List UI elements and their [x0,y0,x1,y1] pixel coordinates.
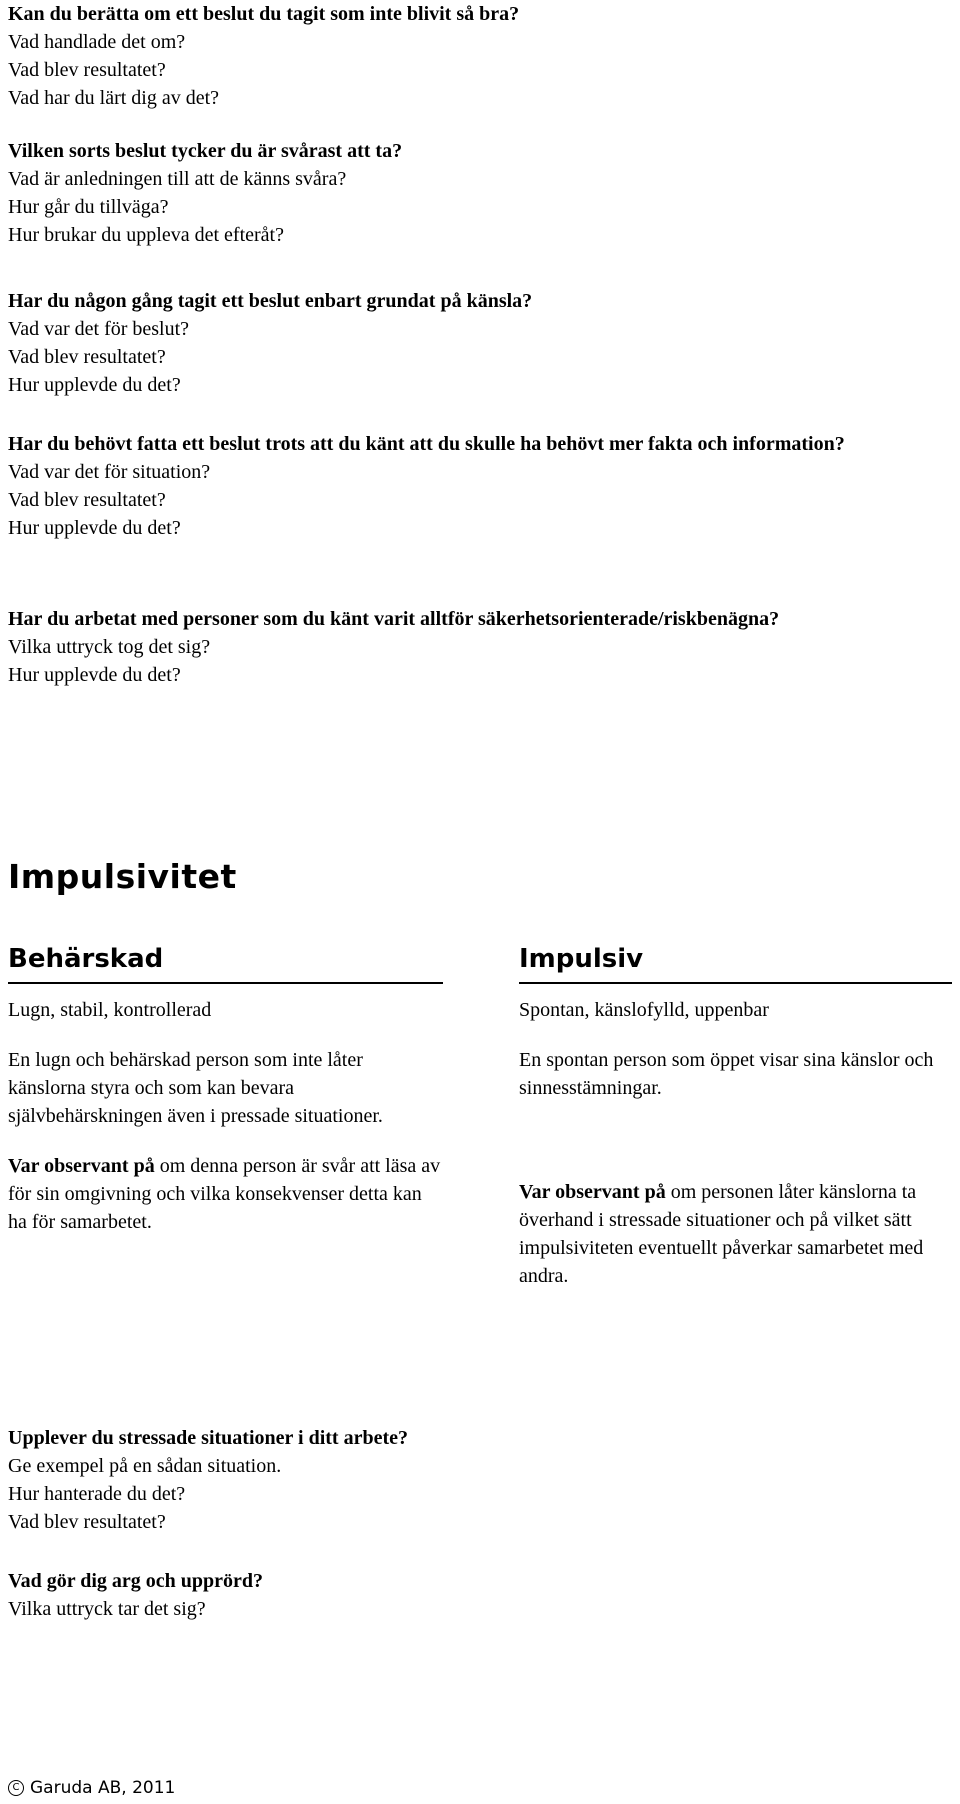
footer-text: Garuda AB, 2011 [30,1778,176,1798]
question-block [8,430,952,542]
question-heading: Har du arbetat med personer som du känt varit alltför säkerhetsorienterade/riskbenägna? [8,608,780,630]
column-heading-left: Behärskad [8,944,164,974]
column-left [8,938,443,1236]
question-line: Vad var det för situation? [8,461,211,483]
question-line: Vilka uttryck tar det sig? [8,1598,206,1620]
column-heading-right: Impulsiv [519,944,644,974]
question-block [8,0,952,112]
column-divider [519,982,952,984]
question-line: Vad har du lärt dig av det? [8,87,220,109]
trait-description: En lugn och behärskad person som inte låter känslorna styra och som kan bevara självbehärskningen även i pressade situationer. [8,1049,383,1127]
question-line: Vad blev resultatet? [8,1511,166,1533]
observe-text: om personen låter känslorna ta överhand i stressade situationer och på vilket sätt impulsiviteten eventuellt påverkar samarbetet med andra. [519,1181,924,1287]
question-heading: Upplever du stressade situationer i ditt arbete? [8,1427,408,1449]
question-line: Vad blev resultatet? [8,346,166,368]
question-line: Vad handlade det om? [8,31,186,53]
question-line: Hur upplevde du det? [8,374,181,396]
trait-description: En spontan person som öppet visar sina känslor och sinnesstämningar. [519,1049,934,1099]
column-divider [8,982,443,984]
question-line: Hur upplevde du det? [8,664,181,686]
question-line: Ge exempel på en sådan situation. [8,1455,282,1477]
question-line: Hur upplevde du det? [8,517,181,539]
question-line: Vad blev resultatet? [8,59,166,81]
question-line: Vilka uttryck tog det sig? [8,636,211,658]
question-block [8,1424,952,1536]
question-block [8,605,952,689]
observe-label: Var observant på [519,1181,666,1203]
question-line: Hur brukar du uppleva det efteråt? [8,224,284,246]
question-line: Vad blev resultatet? [8,489,166,511]
question-heading: Har du behövt fatta ett beslut trots att du känt att du skulle ha behövt mer fakta och information? [8,433,845,455]
trait-subtitle: Spontan, känslofylld, uppenbar [519,999,769,1021]
question-heading: Vilken sorts beslut tycker du är svårast att ta? [8,140,403,162]
observe-paragraph [8,1152,443,1236]
copyright-icon: C [8,1780,24,1796]
trait-subtitle: Lugn, stabil, kontrollerad [8,999,212,1021]
section-title: Impulsivitet [8,857,237,896]
question-line: Vad var det för beslut? [8,318,190,340]
question-line: Vad är anledningen till att de känns svåra? [8,168,347,190]
observe-text: om denna person är svår att läsa av för sin omgivning och vilka konsekvenser detta kan ha för samarbetet. [8,1155,441,1233]
footer [8,1778,175,1798]
observe-label: Var observant på [8,1155,155,1177]
question-block [8,1567,952,1623]
question-block [8,287,952,399]
column-right [519,938,952,1290]
question-line: Hur går du tillväga? [8,196,169,218]
question-block [8,137,952,249]
question-heading: Kan du berätta om ett beslut du tagit som inte blivit så bra? [8,3,520,25]
question-heading: Vad gör dig arg och upprörd? [8,1570,264,1592]
question-heading: Har du någon gång tagit ett beslut enbart grundat på känsla? [8,290,533,312]
observe-paragraph [519,1178,952,1290]
question-line: Hur hanterade du det? [8,1483,186,1505]
